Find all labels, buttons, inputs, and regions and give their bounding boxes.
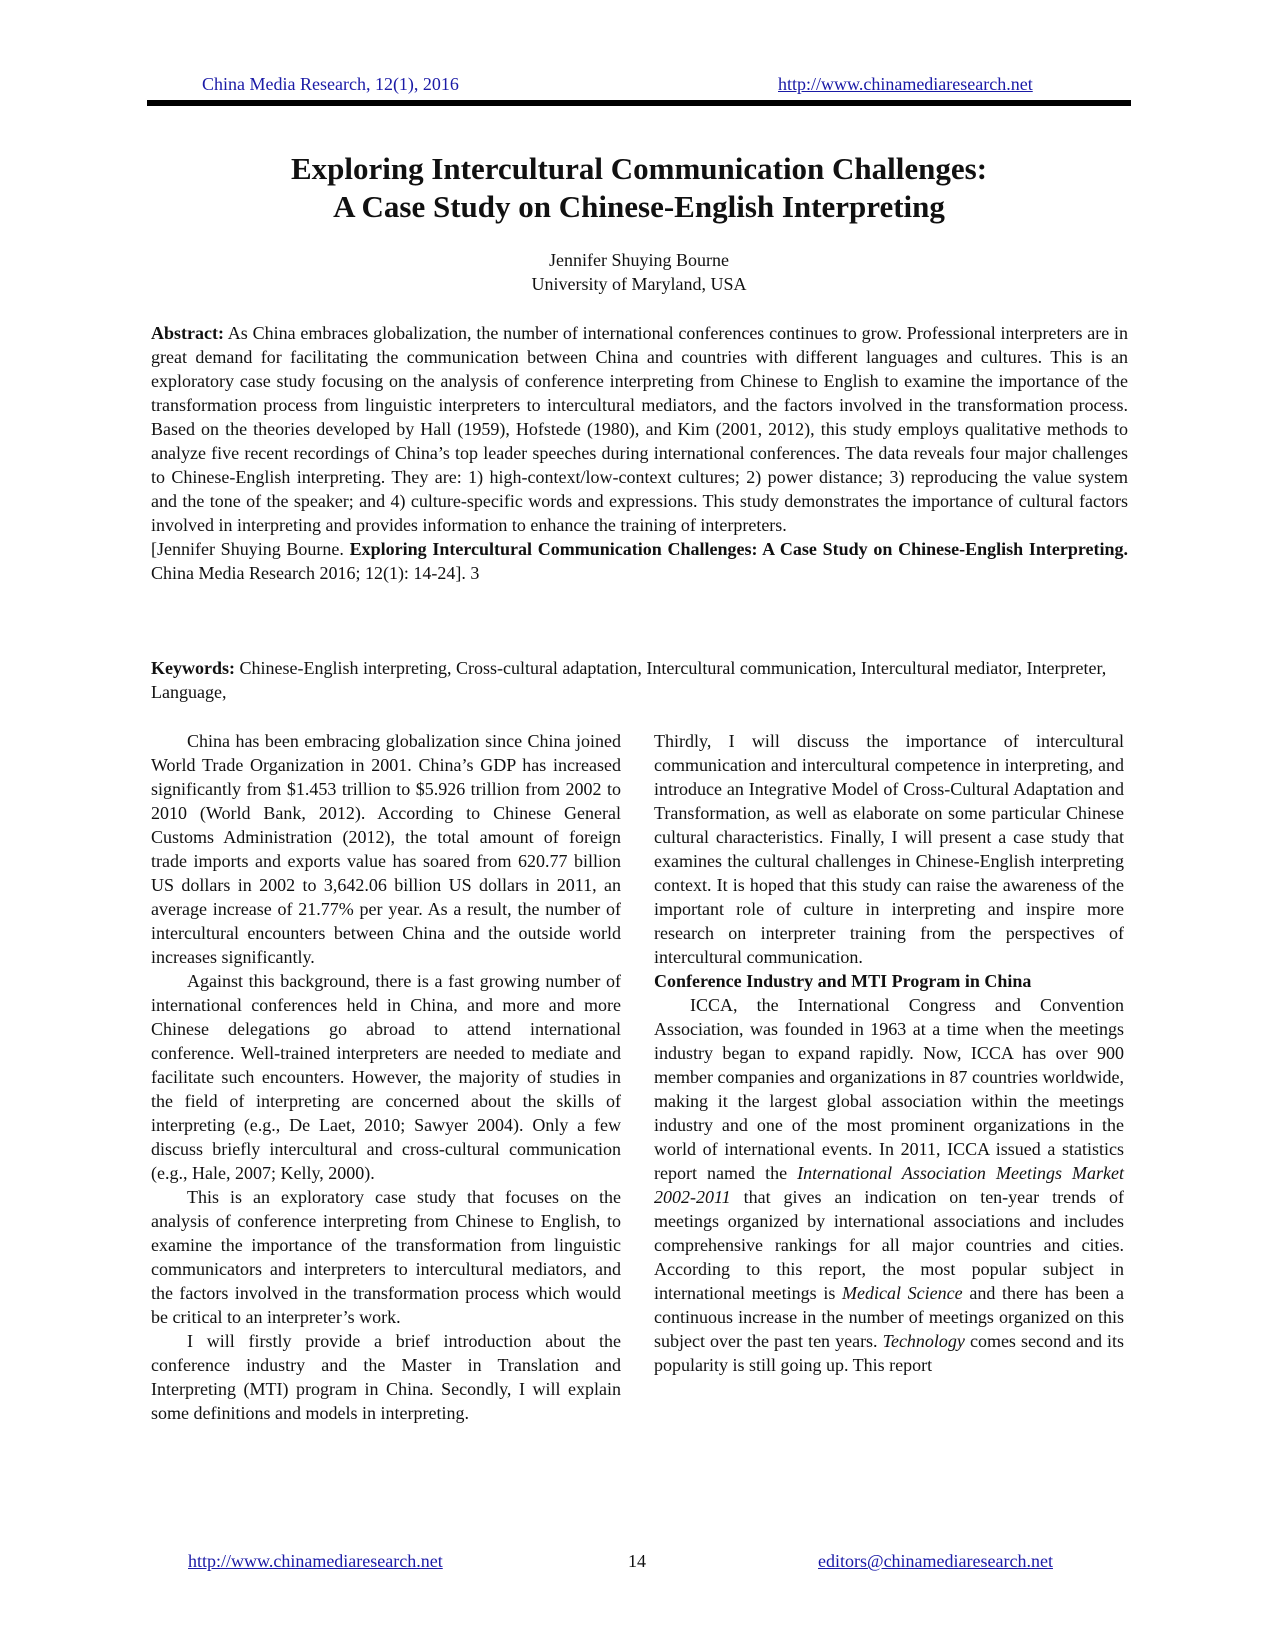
text-run: that gives an indication on ten-year trends of meetings organized by international associations and includes comprehensive rankings for all major countries and cities. According to this report, the most popular subject in international meetings is bbox=[654, 1187, 1124, 1303]
footer-url-link[interactable]: http://www.chinamediaresearch.net bbox=[188, 1551, 443, 1571]
abstract-text: As China embraces globalization, the number of international conferences continues to grow. Professional interpreters are in great demand for facilitating the communication between China and countries with different languages and cultures. This is an exploratory case study focusing on the analysis of conference interpreting from Chinese to English to examine the importance of the transformation process from linguistic interpreters to intercultural mediators, and the factors involved in the transformation process. Based on the theories developed by Hall (1959), Hofstede (1980), and Kim (2001, 2012), this study employs qualitative methods to analyze five recent recordings of China’s top leader speeches during international conferences. The data reveals four major challenges to Chinese-English interpreting. They are: 1) high-context/low-context cultures; 2) power distance; 3) reproducing the value system and the tone of the speaker; and 4) culture-specific words and expressions. This study demonstrates the importance of cultural factors involved in interpreting and provides information to enhance the training of interpreters. bbox=[151, 323, 1128, 535]
body-paragraph bbox=[654, 993, 1124, 1377]
text-run: and there has been a continuous increase in the number of meetings organized on this subject over the past ten years. bbox=[654, 1283, 1124, 1351]
citation-title: Exploring Intercultural Communication Challenges: A Case Study on Chinese-English Interpreting. bbox=[349, 539, 1128, 559]
section-heading: Conference Industry and MTI Program in China bbox=[654, 971, 1032, 991]
citation-rest: China Media Research 2016; 12(1): 14-24]. 3 bbox=[151, 563, 480, 583]
abstract bbox=[151, 321, 1128, 585]
text-run: comes second and its popularity is still going up. This report bbox=[654, 1331, 1124, 1375]
italic-run: Medical Science bbox=[842, 1283, 963, 1303]
citation-open: [Jennifer Shuying Bourne. bbox=[151, 539, 350, 559]
body-paragraph: I will firstly provide a brief introduction about the conference industry and the Master in Translation and Interpreting (MTI) program in China. Secondly, I will explain some definitions and models in interpreting. bbox=[151, 1331, 621, 1423]
paper-title bbox=[147, 150, 1131, 226]
author-block bbox=[147, 248, 1131, 296]
header-url-link[interactable]: http://www.chinamediaresearch.net bbox=[778, 74, 1033, 94]
header-rule bbox=[147, 100, 1131, 106]
abstract-body bbox=[151, 321, 1128, 537]
body-column-right bbox=[654, 729, 1124, 1377]
citation bbox=[151, 537, 1128, 585]
body-paragraph: China has been embracing globalization since China joined World Trade Organization in 2001. China’s GDP has increased significantly from $1.453 trillion to $5.926 trillion from 2002 to 2010 (World Bank, 2012). According to Chinese General Customs Administration (2012), the total amount of foreign trade imports and exports value has soared from 620.77 billion US dollars in 2002 to 3,642.06 billion US dollars in 2011, an average increase of 21.77% per year. As a result, the number of intercultural encounters between China and the outside world increases significantly. bbox=[151, 731, 621, 967]
body-column-left bbox=[151, 729, 621, 1425]
body-paragraph: Thirdly, I will discuss the importance of intercultural communication and intercultural competence in interpreting, and introduce an Integrative Model of Cross-Cultural Adaptation and Transformation, as well as elaborate on some particular Chinese cultural characteristics. Finally, I will present a case study that examines the cultural challenges in Chinese-English interpreting context. It is hoped that this study can raise the awareness of the important role of culture in interpreting and inspire more research on interpreter training from the perspectives of intercultural communication. bbox=[654, 731, 1124, 967]
footer-email-link[interactable]: editors@chinamediaresearch.net bbox=[818, 1551, 1053, 1571]
running-header-journal: China Media Research, 12(1), 2016 bbox=[202, 74, 459, 94]
italic-run: Technology bbox=[882, 1331, 965, 1351]
italic-run: International Association Meetings Market 2002-2011 bbox=[654, 1163, 1125, 1207]
author-name: Jennifer Shuying Bourne bbox=[549, 250, 729, 270]
abstract-label: Abstract: bbox=[151, 323, 224, 343]
author-affiliation: University of Maryland, USA bbox=[531, 274, 747, 294]
title-line-2: A Case Study on Chinese-English Interpreting bbox=[333, 189, 945, 224]
body-paragraph: Against this background, there is a fast growing number of international conferences held in China, and more and more Chinese delegations go abroad to attend international conference. Well-trained interpreters are needed to mediate and facilitate such encounters. However, the majority of studies in the field of interpreting are concerned about the skills of interpreting (e.g., De Laet, 2010; Sawyer 2004). Only a few discuss briefly intercultural and cross-cultural communication (e.g., Hale, 2007; Kelly, 2000). bbox=[151, 971, 621, 1183]
page-number: 14 bbox=[628, 1551, 646, 1571]
keywords bbox=[151, 656, 1128, 704]
text-run: ICCA, the International Congress and Convention Association, was founded in 1963 at a time when the meetings industry began to expand rapidly. Now, ICCA has over 900 member companies and organizations in 87 countries worldwide, making it the largest global association within the meetings industry and one of the most prominent organizations in the world of international events. In 2011, ICCA issued a statistics report named the bbox=[654, 995, 1124, 1183]
body-paragraph: This is an exploratory case study that focuses on the analysis of conference interpreting from Chinese to English, to examine the importance of the transformation from linguistic communicators and interpreters to intercultural mediators, and the factors involved in the transformation process which would be critical to an interpreter’s work. bbox=[151, 1187, 621, 1327]
keywords-text: Chinese-English interpreting, Cross-cultural adaptation, Intercultural communication, Intercultural mediator, Interpreter, Language, bbox=[151, 658, 1107, 702]
title-line-1: Exploring Intercultural Communication Challenges: bbox=[290, 151, 988, 186]
keywords-label: Keywords: bbox=[151, 658, 235, 678]
